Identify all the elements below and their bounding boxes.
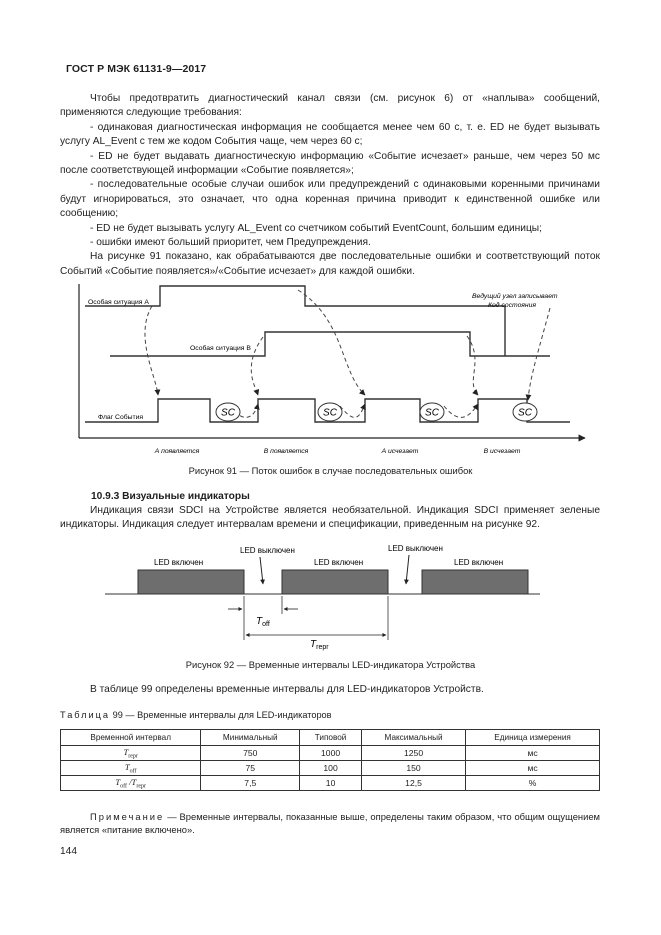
column-header: Типовой	[300, 730, 362, 746]
column-header: Единица измерения	[466, 730, 600, 746]
sc-marker	[318, 403, 342, 421]
interval-name-cell: $T_{off}$	[61, 761, 201, 776]
led-off-label: LED выключен	[240, 546, 295, 555]
max-cell: 1250	[361, 746, 465, 761]
section-text	[60, 504, 600, 533]
cause-arrow	[467, 336, 478, 395]
t-repr-label: $T_{repr}$	[310, 639, 329, 651]
t-off-label: $T_{off}$	[256, 616, 270, 628]
intro-paragraph-1: Чтобы предотвратить диагностический канал связи (см. рисунок 6) от «наплыва» сообщений, применяются следующие требования:	[60, 93, 600, 119]
sc-marker	[513, 403, 537, 421]
min-cell: 75	[201, 761, 300, 776]
column-header: Временной интервал	[61, 730, 201, 746]
figure-91-caption: Рисунок 91 — Поток ошибок в случае последовательных ошибок	[188, 465, 473, 476]
svg-text:SC: SC	[323, 407, 337, 419]
unit-cell: %	[466, 776, 600, 791]
max-cell: 150	[361, 761, 465, 776]
led-on-block	[422, 570, 528, 594]
interval-name-cell: $T_{repr}$	[61, 746, 201, 761]
section-paragraph: Индикация связи SDCI на Устройстве является необязательной. Индикация SDCI применяет зеленые индикаторы. Индикация следует интервалам времени и спецификации, приведенным на рисунке 92.	[60, 505, 600, 531]
section-title: 10.9.3 Визуальные индикаторы	[91, 491, 250, 502]
note-master-writes: Ведущий узел записывает	[472, 293, 558, 300]
requirement-item-5: - ошибки имеют больший приоритет, чем Предупреждения.	[90, 237, 371, 249]
led-off-arrow	[260, 557, 263, 584]
intro-paragraph-2: На рисунке 91 показано, как обрабатываются две последовательные ошибки и соответствующий поток Событий «Событие появляется»/«Событие исчезает» для каждой ошибки.	[60, 251, 600, 277]
led-on-block	[138, 570, 244, 594]
sc-marker	[216, 403, 240, 421]
figure-92-caption: Рисунок 92 — Временные интервалы LED-индикатора Устройства	[185, 659, 476, 670]
interval-name-cell: $T_{off}$ $/T_{repr}$	[61, 776, 201, 791]
sc-arrow	[444, 404, 478, 417]
max-cell: 12,5	[361, 776, 465, 791]
signal-b-trace	[110, 332, 550, 356]
sc-arrow	[340, 404, 365, 417]
label-situation-a: Особая ситуация А	[88, 299, 149, 306]
requirement-item-3: - последовательные особые случаи ошибок или предупреждений с одинаковыми коренными причинами будут игнорироваться, это означает, что одна коренная причина приводит к единственной ошибке или сообщению;	[60, 179, 600, 220]
table-intro-paragraph: В таблице 99 определены временные интервалы для LED-индикаторов Устройств.	[90, 684, 484, 695]
table-intro-text	[60, 683, 600, 697]
cause-arrow	[145, 306, 158, 395]
typ-cell: 100	[300, 761, 362, 776]
table-99	[60, 729, 600, 791]
label-situation-b: Особая ситуация В	[190, 345, 251, 352]
unit-cell: мс	[466, 761, 600, 776]
figure-91-diagram	[60, 276, 600, 456]
note-arrow	[528, 308, 550, 400]
svg-text:SC: SC	[425, 407, 439, 419]
x-label-a-disappears: А исчезает	[381, 448, 419, 455]
note-status-code: Код состояния	[488, 302, 537, 309]
typ-cell: 10	[300, 776, 362, 791]
led-on-label: LED включен	[314, 558, 364, 567]
led-off-arrow	[406, 555, 409, 584]
svg-text:SC: SC	[221, 407, 235, 419]
figure-92-diagram	[100, 540, 560, 652]
table-row	[61, 746, 600, 761]
signal-a-trace	[85, 286, 505, 356]
typ-cell: 1000	[300, 746, 362, 761]
table-row	[61, 776, 600, 791]
cause-arrow	[251, 337, 263, 395]
led-on-block	[282, 570, 388, 594]
table-note: Примечание — Временные интервалы, показанные выше, определены таким образом, что общим ощущением является «питание включено».	[60, 811, 600, 836]
column-header: Максимальный	[361, 730, 465, 746]
min-cell: 7,5	[201, 776, 300, 791]
led-off-label: LED выключен	[388, 544, 443, 553]
intro-text	[60, 92, 600, 279]
table-header-row	[61, 730, 600, 746]
unit-cell: мс	[466, 746, 600, 761]
x-label-b-appears: В появляется	[263, 448, 309, 455]
column-header: Минимальный	[201, 730, 300, 746]
led-on-label: LED включен	[454, 558, 504, 567]
min-cell: 750	[201, 746, 300, 761]
table-99-caption: Таблица 99 — Временные интервалы для LED-индикаторов	[60, 710, 332, 720]
requirement-item-2: - ED не будет выдавать диагностическую информацию «Событие исчезает» раньше, чем через 50 мс после соответствующей информации «Событие появляется»;	[60, 150, 600, 177]
label-event-flag: Флаг События	[98, 414, 144, 421]
led-on-label: LED включен	[154, 558, 204, 567]
requirement-item-1: - одинаковая диагностическая информация не сообщается менее чем 60 с, т. е. ED не будет вызывать услугу AL_Event с тем же кодом События чаще, чем через 60 с;	[60, 121, 600, 148]
requirement-item-4: - ED не будет вызывать услугу AL_Event со счетчиком событий EventCount, большим единицы;	[90, 222, 542, 234]
sc-marker	[420, 403, 444, 421]
page-header: ГОСТ Р МЭК 61131-9—2017	[66, 63, 207, 75]
svg-text:SC: SC	[518, 407, 532, 419]
x-label-b-disappears: В исчезает	[483, 448, 521, 455]
page-number: 144	[60, 846, 77, 857]
table-row	[61, 761, 600, 776]
x-label-a-appears: А появляется	[154, 448, 200, 455]
